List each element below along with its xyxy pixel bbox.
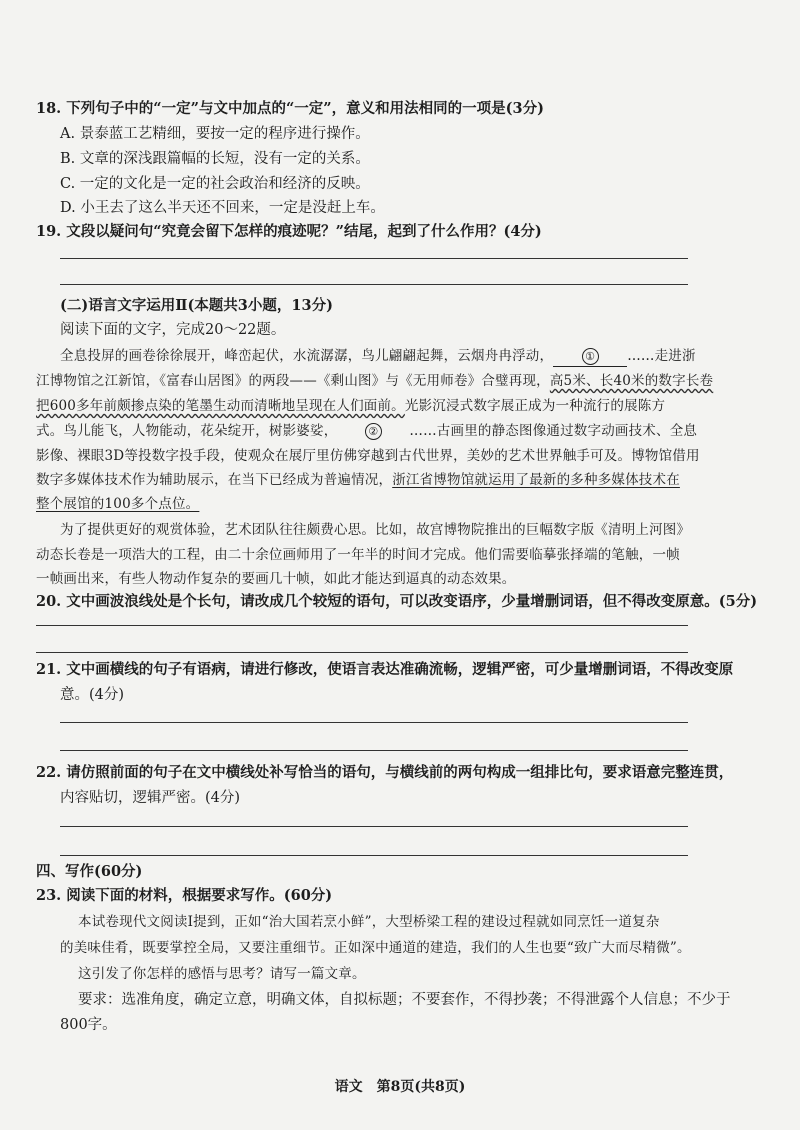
q19-answer-line-1[interactable] [60,258,688,259]
wavy-underline-text: 高5米、长40米的数字长卷 [549,373,714,389]
q18-stem: 18. 下列句子中的“一定”与文中加点的“一定”，意义和用法相同的一项是(3分) [36,100,544,117]
q21-stem-line-2: 意。(4分) [60,687,125,703]
blank-1[interactable] [553,346,627,367]
straight-underline-text: 浙江省博物馆就运用了最新的多种多媒体技术在 [392,472,680,488]
q19-stem: 19. 文段以疑问句“究竟会留下怎样的痕迹呢？”结尾，起到了什么作用？(4分) [36,223,542,240]
passage-text: ……古画里的静态图像通过数字动画技术、全息 [409,423,698,439]
q20-answer-line-2[interactable] [36,652,688,653]
passage-line-6 [36,470,680,490]
straight-underline-text: 整个展馆的100多个点位。 [36,496,200,512]
q23-requirement-line-1: 要求：选准角度，确定立意，明确文体，自拟标题；不要套作，不得抄袭；不得泄露个人信息；不少于 [78,992,731,1008]
passage-text: 光影沉浸式数字展正成为一种流行的展陈方 [404,398,666,414]
q23-material-line-2: 的美味佳肴，既要掌控全局，又要注重细节。正如深中通道的建造，我们的人生也要“致广大而尽精微”。 [60,940,691,956]
q22-answer-line-2[interactable] [60,855,688,856]
q18-option-b: B. 文章的深浅跟篇幅的长短，没有一定的关系。 [60,151,370,167]
wavy-underline-text: 把600多年前颇掺点染的笔墨生动而清晰地呈现在人们面前。 [36,398,405,414]
section2-instruction: 阅读下面的文字，完成20～22题。 [60,322,286,338]
q18-option-c: C. 一定的文化是一定的社会政治和经济的反映。 [60,176,370,192]
q21-stem-line-1: 21. 文中画横线的句子有语病，请进行修改，使语言表达准确流畅，逻辑严密，可少量增删词语，不得改变原 [36,661,734,678]
passage-line-4 [36,421,697,441]
passage-text: 江博物馆之江新馆，《富春山居图》的两段——《剩山图》与《无用师卷》合璧再现， [36,373,550,389]
q22-stem-line-1: 22. 请仿照前面的句子在文中横线处补写恰当的语句，与横线前的两句构成一组排比句，要求语意完整连贯， [36,764,734,781]
q20-stem: 20. 文中画波浪线处是个长句，请改成几个较短的语句，可以改变语序，少量增删词语，但不得改变原意。(5分) [36,593,758,610]
passage-text: ……走进浙 [627,348,696,364]
passage-line-8: 为了提供更好的观赏体验，艺术团队往往颇费心思。比如，故宫博物院推出的巨幅数字版《清明上河图》 [60,522,691,538]
q22-answer-line-1[interactable] [60,826,688,827]
q23-material-line-3: 这引发了你怎样的感悟与思考？请写一篇文章。 [78,966,366,982]
q19-answer-line-2[interactable] [60,284,688,285]
q23-stem: 23. 阅读下面的材料，根据要求写作。(60分) [36,887,333,904]
blank-1-number: ① [582,348,599,365]
blank-2[interactable] [337,421,409,441]
passage-text: 全息投屏的画卷徐徐展开，峰峦起伏，水流潺潺，鸟儿翩翩起舞，云烟舟冉浮动， [60,348,554,364]
passage-line-5: 影像、裸眼3D等投数字投手段，使观众在展厅里仿佛穿越到古代世界，美妙的艺术世界触手可及。博物馆借用 [36,448,700,464]
section2-title: (二)语言文字运用Ⅱ(本题共3小题，13分) [60,297,333,314]
passage-line-3 [36,396,665,416]
passage-line-2 [36,371,713,391]
passage-line-9: 动态长卷是一项浩大的工程，由二十余位画师用了一年半的时间才完成。他们需要临摹张择端的笔触，一帧 [36,547,680,563]
q21-answer-line-2[interactable] [60,750,688,751]
passage-text: 式。鸟儿能飞，人物能动，花朵绽开，树影婆娑， [36,423,338,439]
q18-option-d: D. 小王去了这么半天还不回来，一定是没赶上车。 [60,200,385,216]
section4-title: 四、写作(60分) [36,863,143,880]
blank-2-number: ② [365,423,382,440]
q23-material-line-1: 本试卷现代文阅读Ⅰ提到，正如“治大国若烹小鲜”，大型桥梁工程的建设过程就如同烹饪一道复杂 [78,914,660,930]
passage-line-10: 一帧画出来，有些人物动作复杂的要画几十帧，如此才能达到逼真的动态效果。 [36,571,516,587]
passage-text: 数字多媒体技术作为辅助展示，在当下已经成为普遍情况， [36,472,393,488]
q21-answer-line-1[interactable] [60,722,688,723]
q20-answer-line-1[interactable] [36,625,688,626]
q18-option-a: A. 景泰蓝工艺精细，要按一定的程序进行操作。 [60,126,370,142]
passage-line-1 [60,346,696,367]
passage-line-7 [36,494,199,514]
q22-stem-line-2: 内容贴切，逻辑严密。(4分) [60,790,241,806]
q23-requirement-line-2: 800字。 [60,1017,117,1033]
page-footer: 语文 第8页(共8页) [334,1079,466,1095]
